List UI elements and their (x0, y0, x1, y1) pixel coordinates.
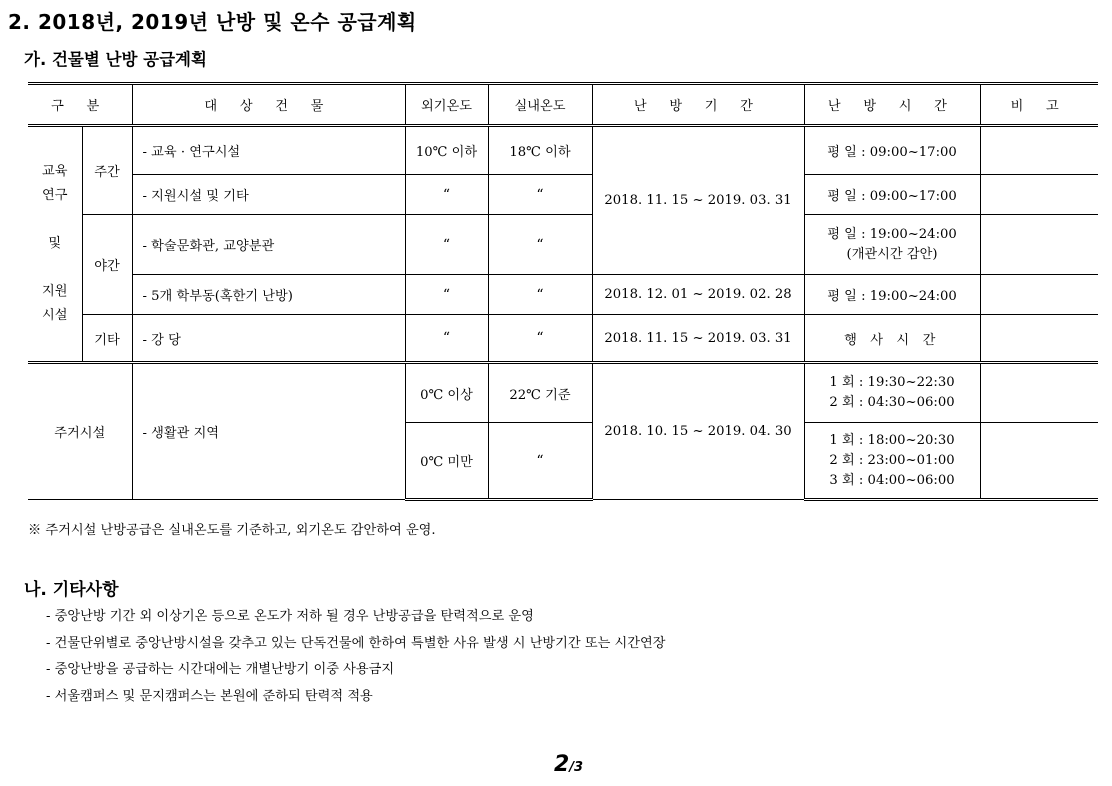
outdoor-temp-cell: “ (405, 275, 488, 315)
period-cell: 2018. 11. 15 ~ 2019. 03. 31 (592, 315, 804, 363)
period-cell: 2018. 10. 15 ~ 2019. 04. 30 (592, 363, 804, 500)
outdoor-temp-cell: 0℃ 미만 (405, 423, 488, 500)
building-cell: - 학술문화관, 교양분관 (132, 215, 405, 275)
indoor-temp-cell: “ (488, 423, 592, 500)
hours-line: 평 일 : 19:00~24:00 (827, 226, 957, 242)
header-indoor-temp: 실내온도 (488, 84, 592, 126)
group-res-label: 주거시설 (28, 363, 132, 500)
sub-etc-label: 기타 (82, 315, 132, 363)
group-edu-line2: 연구 (42, 188, 68, 203)
hours-cell: 행 사 시 간 (804, 315, 980, 363)
hours-cell: 평 일 : 19:00~24:00 (804, 275, 980, 315)
table-row (28, 315, 1098, 363)
header-building: 대 상 건 물 (132, 84, 405, 126)
building-cell: - 강 당 (132, 315, 405, 363)
hours-line: 3 회 : 04:00~06:00 (829, 472, 955, 488)
group-edu-line1: 교육 (42, 164, 68, 179)
list-item: - 중앙난방을 공급하는 시간대에는 개별난방기 이중 사용금지 (46, 662, 395, 677)
period-cell: 2018. 11. 15 ~ 2019. 03. 31 (592, 126, 804, 275)
outdoor-temp-cell: 0℃ 이상 (405, 363, 488, 423)
remarks-cell (980, 175, 1098, 215)
table-row (28, 363, 1098, 423)
hours-line: 1 회 : 18:00~20:30 (829, 432, 955, 448)
indoor-temp-cell: 22℃ 기준 (488, 363, 592, 423)
hours-cell (804, 215, 980, 275)
indoor-temp-cell: “ (488, 275, 592, 315)
building-cell: - 교육 · 연구시설 (132, 126, 405, 175)
hours-cell: 평 일 : 09:00~17:00 (804, 175, 980, 215)
indoor-temp-cell: “ (488, 215, 592, 275)
outdoor-temp-cell: “ (405, 175, 488, 215)
heating-plan-table (28, 82, 1098, 501)
hours-cell (804, 423, 980, 500)
page-number (554, 752, 583, 777)
remarks-cell (980, 315, 1098, 363)
hours-cell: 평 일 : 09:00~17:00 (804, 126, 980, 175)
building-cell: - 5개 학부동(혹한기 난방) (132, 275, 405, 315)
outdoor-temp-cell: “ (405, 215, 488, 275)
table-row (28, 175, 1098, 215)
header-period: 난 방 기 간 (592, 84, 804, 126)
outdoor-temp-cell: “ (405, 315, 488, 363)
indoor-temp-cell: “ (488, 315, 592, 363)
group-edu-line5: 시설 (42, 308, 68, 323)
remarks-cell (980, 126, 1098, 175)
list-item: - 건물단위별로 중앙난방시설을 갖추고 있는 단독건물에 한하여 특별한 사유 발생 시 난방기간 또는 시간연장 (46, 635, 666, 651)
indoor-temp-cell: 18℃ 이하 (488, 126, 592, 175)
hours-line: 1 회 : 19:30~22:30 (829, 375, 955, 390)
section-heading-heating-plan: 가. 건물별 난방 공급계획 (24, 50, 207, 69)
table-note: ※ 주거시설 난방공급은 실내온도를 기준하고, 외기온도 감안하여 운영. (28, 523, 436, 538)
sub-night-label: 야간 (82, 215, 132, 315)
page-title: 2. 2018년, 2019년 난방 및 온수 공급계획 (8, 10, 417, 34)
outdoor-temp-cell: 10℃ 이하 (405, 126, 488, 175)
hours-line: 2 회 : 04:30~06:00 (829, 395, 955, 410)
group-edu-line4: 지원 (42, 284, 68, 299)
list-item: - 중앙난방 기간 외 이상기온 등으로 온도가 저하 될 경우 난방공급을 탄력적으로 운영 (46, 609, 534, 624)
section-heading-other: 나. 기타사항 (24, 580, 119, 600)
other-items-list (46, 606, 665, 712)
remarks-cell (980, 275, 1098, 315)
table-row (28, 275, 1098, 315)
building-cell: - 지원시설 및 기타 (132, 175, 405, 215)
hours-cell (804, 363, 980, 423)
table-row (28, 126, 1098, 175)
table-row (28, 215, 1098, 275)
remarks-cell (980, 363, 1098, 423)
hours-line: (개관시간 감안) (846, 246, 938, 262)
header-remarks: 비 고 (980, 84, 1098, 126)
page-current: 2 (554, 752, 570, 777)
sub-day-label: 주간 (82, 126, 132, 215)
remarks-cell (980, 215, 1098, 275)
header-outdoor-temp: 외기온도 (405, 84, 488, 126)
list-item: - 서울캠퍼스 및 문지캠퍼스는 본원에 준하되 탄력적 적용 (46, 688, 373, 704)
indoor-temp-cell: “ (488, 175, 592, 215)
page-total: /3 (569, 760, 584, 775)
hours-line: 2 회 : 23:00~01:00 (829, 452, 955, 468)
table-header-row (28, 84, 1098, 126)
header-hours: 난 방 시 간 (804, 84, 980, 126)
group-edu-line3: 및 (48, 236, 62, 251)
header-category: 구 분 (28, 84, 132, 126)
group-edu-label (28, 126, 82, 363)
building-cell: - 생활관 지역 (132, 363, 405, 500)
period-cell: 2018. 12. 01 ~ 2019. 02. 28 (592, 275, 804, 315)
remarks-cell (980, 423, 1098, 500)
